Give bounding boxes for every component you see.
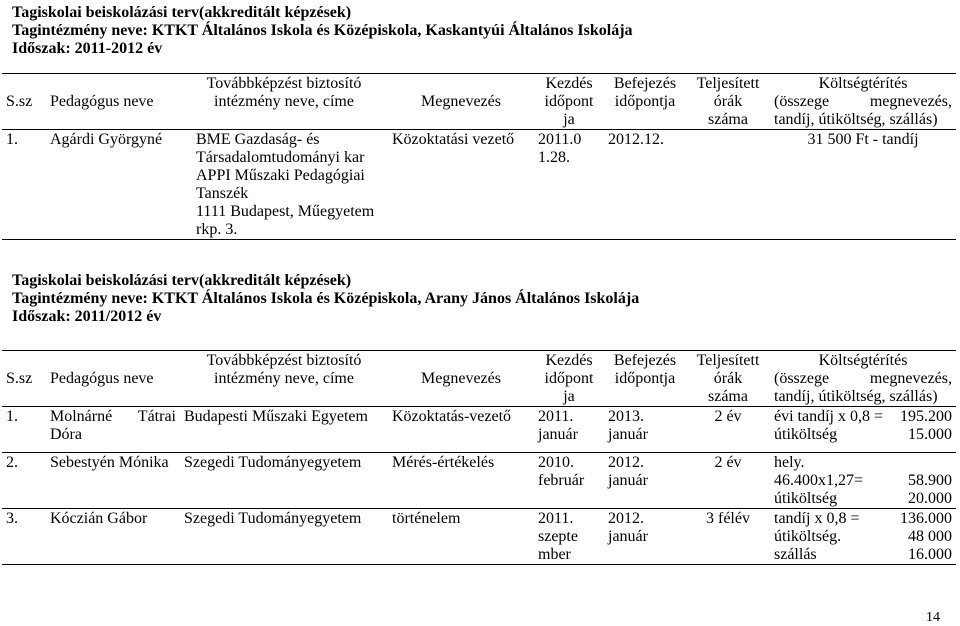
header-start: Kezdés időpont ja: [534, 74, 604, 130]
header-sz: S.sz: [2, 351, 46, 407]
cell-sz: 1.: [2, 407, 46, 453]
cell-end: 2013. január: [604, 407, 686, 453]
cell-sz: 2.: [2, 453, 46, 509]
header-title: Megnevezés: [388, 351, 534, 407]
cell-name: Agárdi Györgyné: [46, 130, 180, 240]
cell-name: Sebestyén Mónika: [46, 453, 180, 509]
header-end: Befejezés időpontja: [604, 74, 686, 130]
header-start: Kezdés időpont ja: [534, 351, 604, 407]
doc1-title: Tagiskolai beiskolázási terv(akkreditált képzések): [12, 4, 352, 21]
cell-end: 2012. január: [604, 453, 686, 509]
cell-provider: Budapesti Műszaki Egyetem: [180, 407, 388, 453]
table-header-row: [2, 74, 956, 130]
cell-sz: 3.: [2, 509, 46, 565]
table-row: [2, 407, 956, 453]
cell-title: történelem: [388, 509, 534, 565]
cell-name: Molnárné Tátrai Dóra: [46, 407, 180, 453]
doc2-period: Időszak: 2011/2012 év: [12, 308, 162, 325]
cell-start: 2011. január: [534, 407, 604, 453]
cell-sz: 1.: [2, 130, 46, 240]
cell-cost: évi tandíj x 0,8 = 195.200 útiköltség 15.000: [770, 407, 956, 453]
header-name: Pedagógus neve: [46, 351, 180, 407]
table-row: [2, 453, 956, 509]
table-row: [2, 509, 956, 565]
table-row: [2, 130, 956, 240]
header-cost: Költségtérítés (összege megnevezés, tandíj, útiköltség, szállás): [770, 74, 956, 130]
header-provider: Továbbképzést biztosító intézmény neve, címe: [180, 74, 388, 130]
cell-end: 2012.12.: [604, 130, 686, 240]
cell-hours: 2 év: [686, 453, 770, 509]
header-cost: Költségtérítés (összege megnevezés, tandíj, útiköltség, szállás): [770, 351, 956, 407]
cell-title: Közoktatás-vezető: [388, 407, 534, 453]
cell-end: 2012. január: [604, 509, 686, 565]
header-hours: Teljesített órák száma: [686, 74, 770, 130]
cell-cost: tandíj x 0,8 = 136.000 útiköltség. 48 000 szállás 16.000: [770, 509, 956, 565]
doc2-heading: [12, 272, 639, 326]
cell-name: Kóczián Gábor: [46, 509, 180, 565]
header-provider: Továbbképzést biztosító intézmény neve, címe: [180, 351, 388, 407]
doc1-heading: [12, 4, 633, 58]
header-sz: S.sz: [2, 74, 46, 130]
header-end: Befejezés időpontja: [604, 351, 686, 407]
doc2-institution: Tagintézmény neve: KTKT Általános Iskola és Középiskola, Arany János Általános Iskolája: [12, 290, 640, 307]
cell-provider: BME Gazdaság- és Társadalomtudományi kar APPI Műszaki Pedagógiai Tanszék 1111 Budapest, Műegyetem rkp. 3.: [180, 130, 388, 240]
training-plan-table-1: [2, 73, 956, 240]
cell-start: 2010. február: [534, 453, 604, 509]
table-header-row: [2, 351, 956, 407]
doc1-institution: Tagintézmény neve: KTKT Általános Iskola és Középiskola, Kaskantyúi Általános Iskolája: [12, 22, 633, 39]
cell-cost: 31 500 Ft - tandíj: [770, 130, 956, 240]
header-name: Pedagógus neve: [46, 74, 180, 130]
cell-hours: [686, 130, 770, 240]
header-title: Megnevezés: [388, 74, 534, 130]
cell-start: 2011.0 1.28.: [534, 130, 604, 240]
cell-hours: 3 félév: [686, 509, 770, 565]
cell-start: 2011. szepte mber: [534, 509, 604, 565]
cell-hours: 2 év: [686, 407, 770, 453]
training-plan-table-2: [2, 350, 956, 565]
cell-title: Közoktatási vezető: [388, 130, 534, 240]
cell-cost: hely. 46.400x1,27= 58.900 útiköltség 20.000: [770, 453, 956, 509]
page-number: 14: [926, 610, 940, 625]
doc1-period: Időszak: 2011-2012 év: [12, 40, 163, 57]
cell-provider: Szegedi Tudományegyetem: [180, 509, 388, 565]
header-hours: Teljesített órák száma: [686, 351, 770, 407]
cell-title: Mérés-értékelés: [388, 453, 534, 509]
doc2-title: Tagiskolai beiskolázási terv(akkreditált képzések): [12, 272, 352, 289]
cell-provider: Szegedi Tudományegyetem: [180, 453, 388, 509]
